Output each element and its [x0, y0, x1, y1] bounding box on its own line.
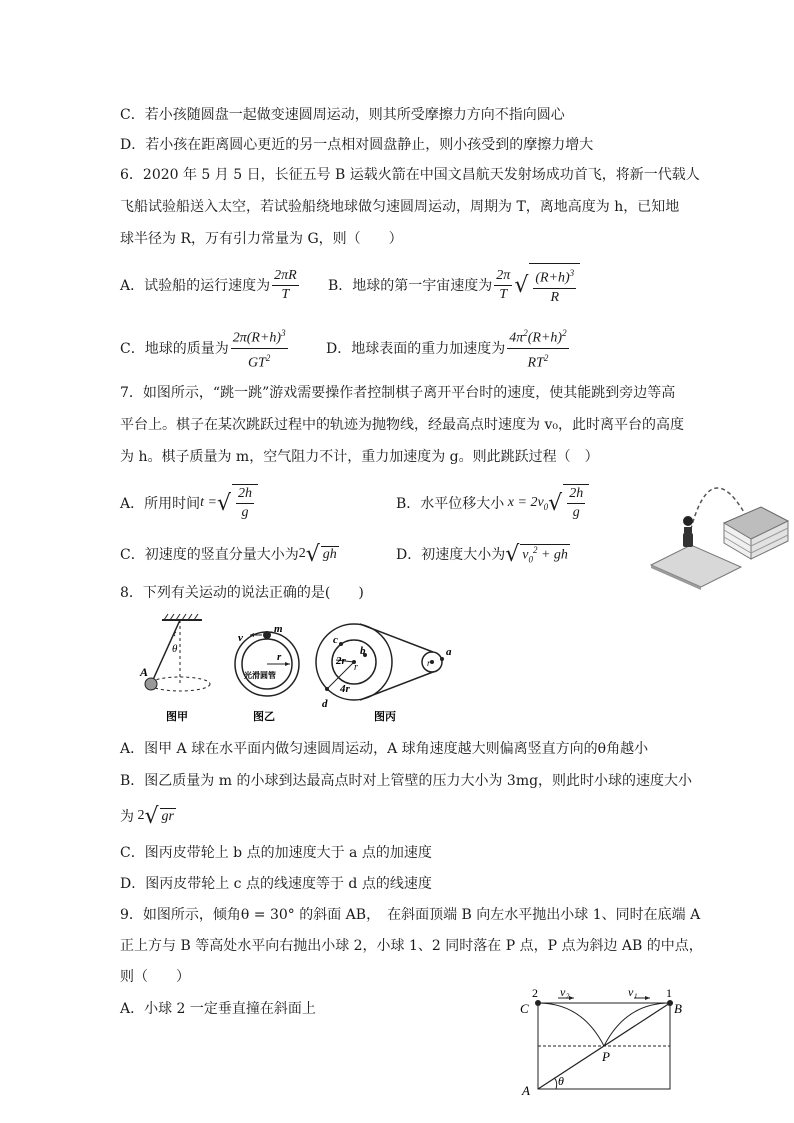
b-label: b	[360, 645, 366, 657]
a-label: a	[446, 646, 452, 658]
ball-1-label: 1	[666, 986, 672, 1000]
q6-option-a	[120, 262, 301, 308]
q9-stem-line-2: 正上方与 B 等高处水平向右抛出小球 2，小球 1、2 同时落在 P 点，P 点为斜边 AB 的中点，	[120, 938, 703, 954]
point-p-label: P	[602, 1049, 610, 1064]
q6-option-c	[120, 325, 290, 371]
q6-option-d-label: D．地球表面的重力加速度为	[326, 341, 506, 357]
point-b-label: B	[674, 1001, 682, 1016]
q6-stem-line-2: 飞船试验船送入太空，若试验船绕地球做匀速圆周运动，周期为 T，离地高度为 h，已知地	[120, 199, 680, 215]
figure-bing	[316, 624, 452, 710]
c-label: c	[333, 634, 338, 646]
four-r-label: 4r	[340, 683, 350, 695]
q6-option-c-label: C．地球的质量为	[120, 341, 229, 357]
v1-label: v₁	[628, 985, 638, 999]
fig-jia-caption: 图甲	[166, 711, 188, 723]
q9-stem-line-3: 则（ ）	[120, 969, 190, 985]
theta-label: θ	[558, 1074, 564, 1088]
q7-option-c: C．初速度的竖直分量大小为 2 √ gh	[120, 541, 337, 567]
sqrt-icon: √	[216, 490, 231, 516]
q7-stem-line-1: 7．如图所示，“跳一跳”游戏需要操作者控制棋子离开平台时的速度，使其能跳到旁边等高	[120, 385, 676, 401]
q8-figure	[132, 612, 462, 727]
v2-label: v₂	[560, 985, 570, 999]
q6-option-c-formula: $\frac{2\pi(R+h)^3}{GT^2}$	[231, 324, 288, 372]
q5-option-d: D．若小孩在距离圆心更近的另一点相对圆盘静止，则小孩受到的摩擦力增大	[120, 137, 594, 153]
v-label: v	[238, 632, 243, 644]
figure-yi	[235, 623, 299, 696]
figure-jia	[139, 614, 210, 691]
q9-stem-line-1: 9．如图所示，倾角θ = 30° 的斜面 AB， 在斜面顶端 B 向左水平抛出小球 1、同时在底端 A	[120, 907, 701, 923]
ball-2-label: 2	[532, 986, 538, 1000]
q7-stem-line-3: 为 h。棋子质量为 m，空气阻力不计，重力加速度为 g。则此跳跃过程（ ）	[120, 449, 599, 465]
q8-option-b-prefix: 为	[120, 809, 134, 825]
two-r-label: 2r	[336, 655, 346, 667]
q7-option-a: A．所用时间 t = √ $\frac{2h}{g}$	[120, 480, 258, 526]
q8-stem: 8．下列有关运动的说法正确的是( )	[120, 585, 364, 601]
sqrt-icon: √	[144, 803, 159, 829]
jump-game-figure	[646, 455, 794, 590]
q6-option-a-formula: $\frac{2\pi R}{T}$	[274, 267, 297, 302]
m-label: m	[274, 623, 283, 635]
q7-option-c-label: C．初速度的竖直分量大小为	[120, 547, 299, 563]
q7-option-b: B．水平位移大小 $x = 2v_0$ √ $\frac{2h}{g}$	[396, 480, 589, 526]
q5-option-c: C．若小孩随圆盘一起做变速圆周运动，则其所受摩擦力方向不指向圆心	[120, 107, 565, 123]
q8-option-d: D．图丙皮带轮上 c 点的线速度等于 d 点的线速度	[120, 876, 432, 892]
q9-incline-figure	[510, 985, 695, 1097]
q8-option-b-line-1: B．图乙质量为 m 的小球到达最高点时对上管壁的压力大小为 3mg，则此时小球的速度大小	[120, 773, 693, 789]
q7-option-b-label: B．水平位移大小	[396, 496, 505, 512]
q6-option-b-label: B．地球的第一宇宙速度为	[328, 278, 493, 294]
ball-a-label: A	[140, 665, 149, 679]
q6-option-d-formula: $\frac{4\pi^2(R+h)^2}{RT^2}$	[507, 324, 568, 372]
r0-label: r	[427, 658, 431, 668]
q6-stem-line-1: 6．2020 年 5 月 5 日，长征五号 B 运载火箭在中国文昌航天发射场成功首飞，将新一代载人	[120, 167, 700, 183]
sqrt-icon: √	[514, 272, 529, 298]
d-label: d	[322, 698, 328, 710]
sqrt-icon: √	[505, 541, 520, 567]
sqrt-icon: √	[548, 490, 563, 516]
q6-option-b-formula-radicand: $\frac{(R+h)^3}{R}$	[529, 263, 580, 307]
point-c-label: C	[520, 1001, 529, 1016]
q6-option-b	[328, 258, 580, 312]
q6-option-b-formula-frac: $\frac{2\pi}{T}$	[496, 267, 511, 302]
q7-option-d: D．初速度大小为 √ $v_0^2$ + gh	[396, 541, 568, 567]
fig-bing-caption: 图丙	[374, 711, 396, 723]
q8-option-b-line-2: 为 2 √ gr	[120, 803, 174, 829]
r-label: r	[277, 651, 282, 663]
q6-option-d	[326, 325, 571, 371]
q6-stem-line-3: 球半径为 R，万有引力常量为 G，则（ ）	[120, 231, 403, 247]
q7-option-d-label: D．初速度大小为	[396, 547, 506, 563]
tube-label: 光滑圆管	[244, 671, 276, 680]
q7-stem-line-2: 平台上。棋子在某次跳跃过程中的轨迹为抛物线，经最高点时速度为 v₀，此时离平台的高度	[120, 417, 684, 433]
fig-yi-caption: 图乙	[253, 711, 275, 723]
q7-option-a-label: A．所用时间	[120, 496, 201, 512]
q8-option-c: C．图丙皮带轮上 b 点的加速度大于 a 点的加速度	[120, 845, 432, 861]
r-inner-label: r	[354, 662, 358, 673]
sqrt-icon: √	[305, 541, 320, 567]
q9-option-a: A．小球 2 一定垂直撞在斜面上	[120, 1001, 316, 1017]
q8-option-a: A．图甲 A 球在水平面内做匀速圆周运动，A 球角速度越大则偏离竖直方向的θ角越小	[120, 741, 649, 757]
point-a-label: A	[522, 1083, 530, 1097]
q6-option-a-label: A．试验船的运行速度为	[120, 278, 271, 294]
theta-label: θ	[172, 643, 178, 655]
